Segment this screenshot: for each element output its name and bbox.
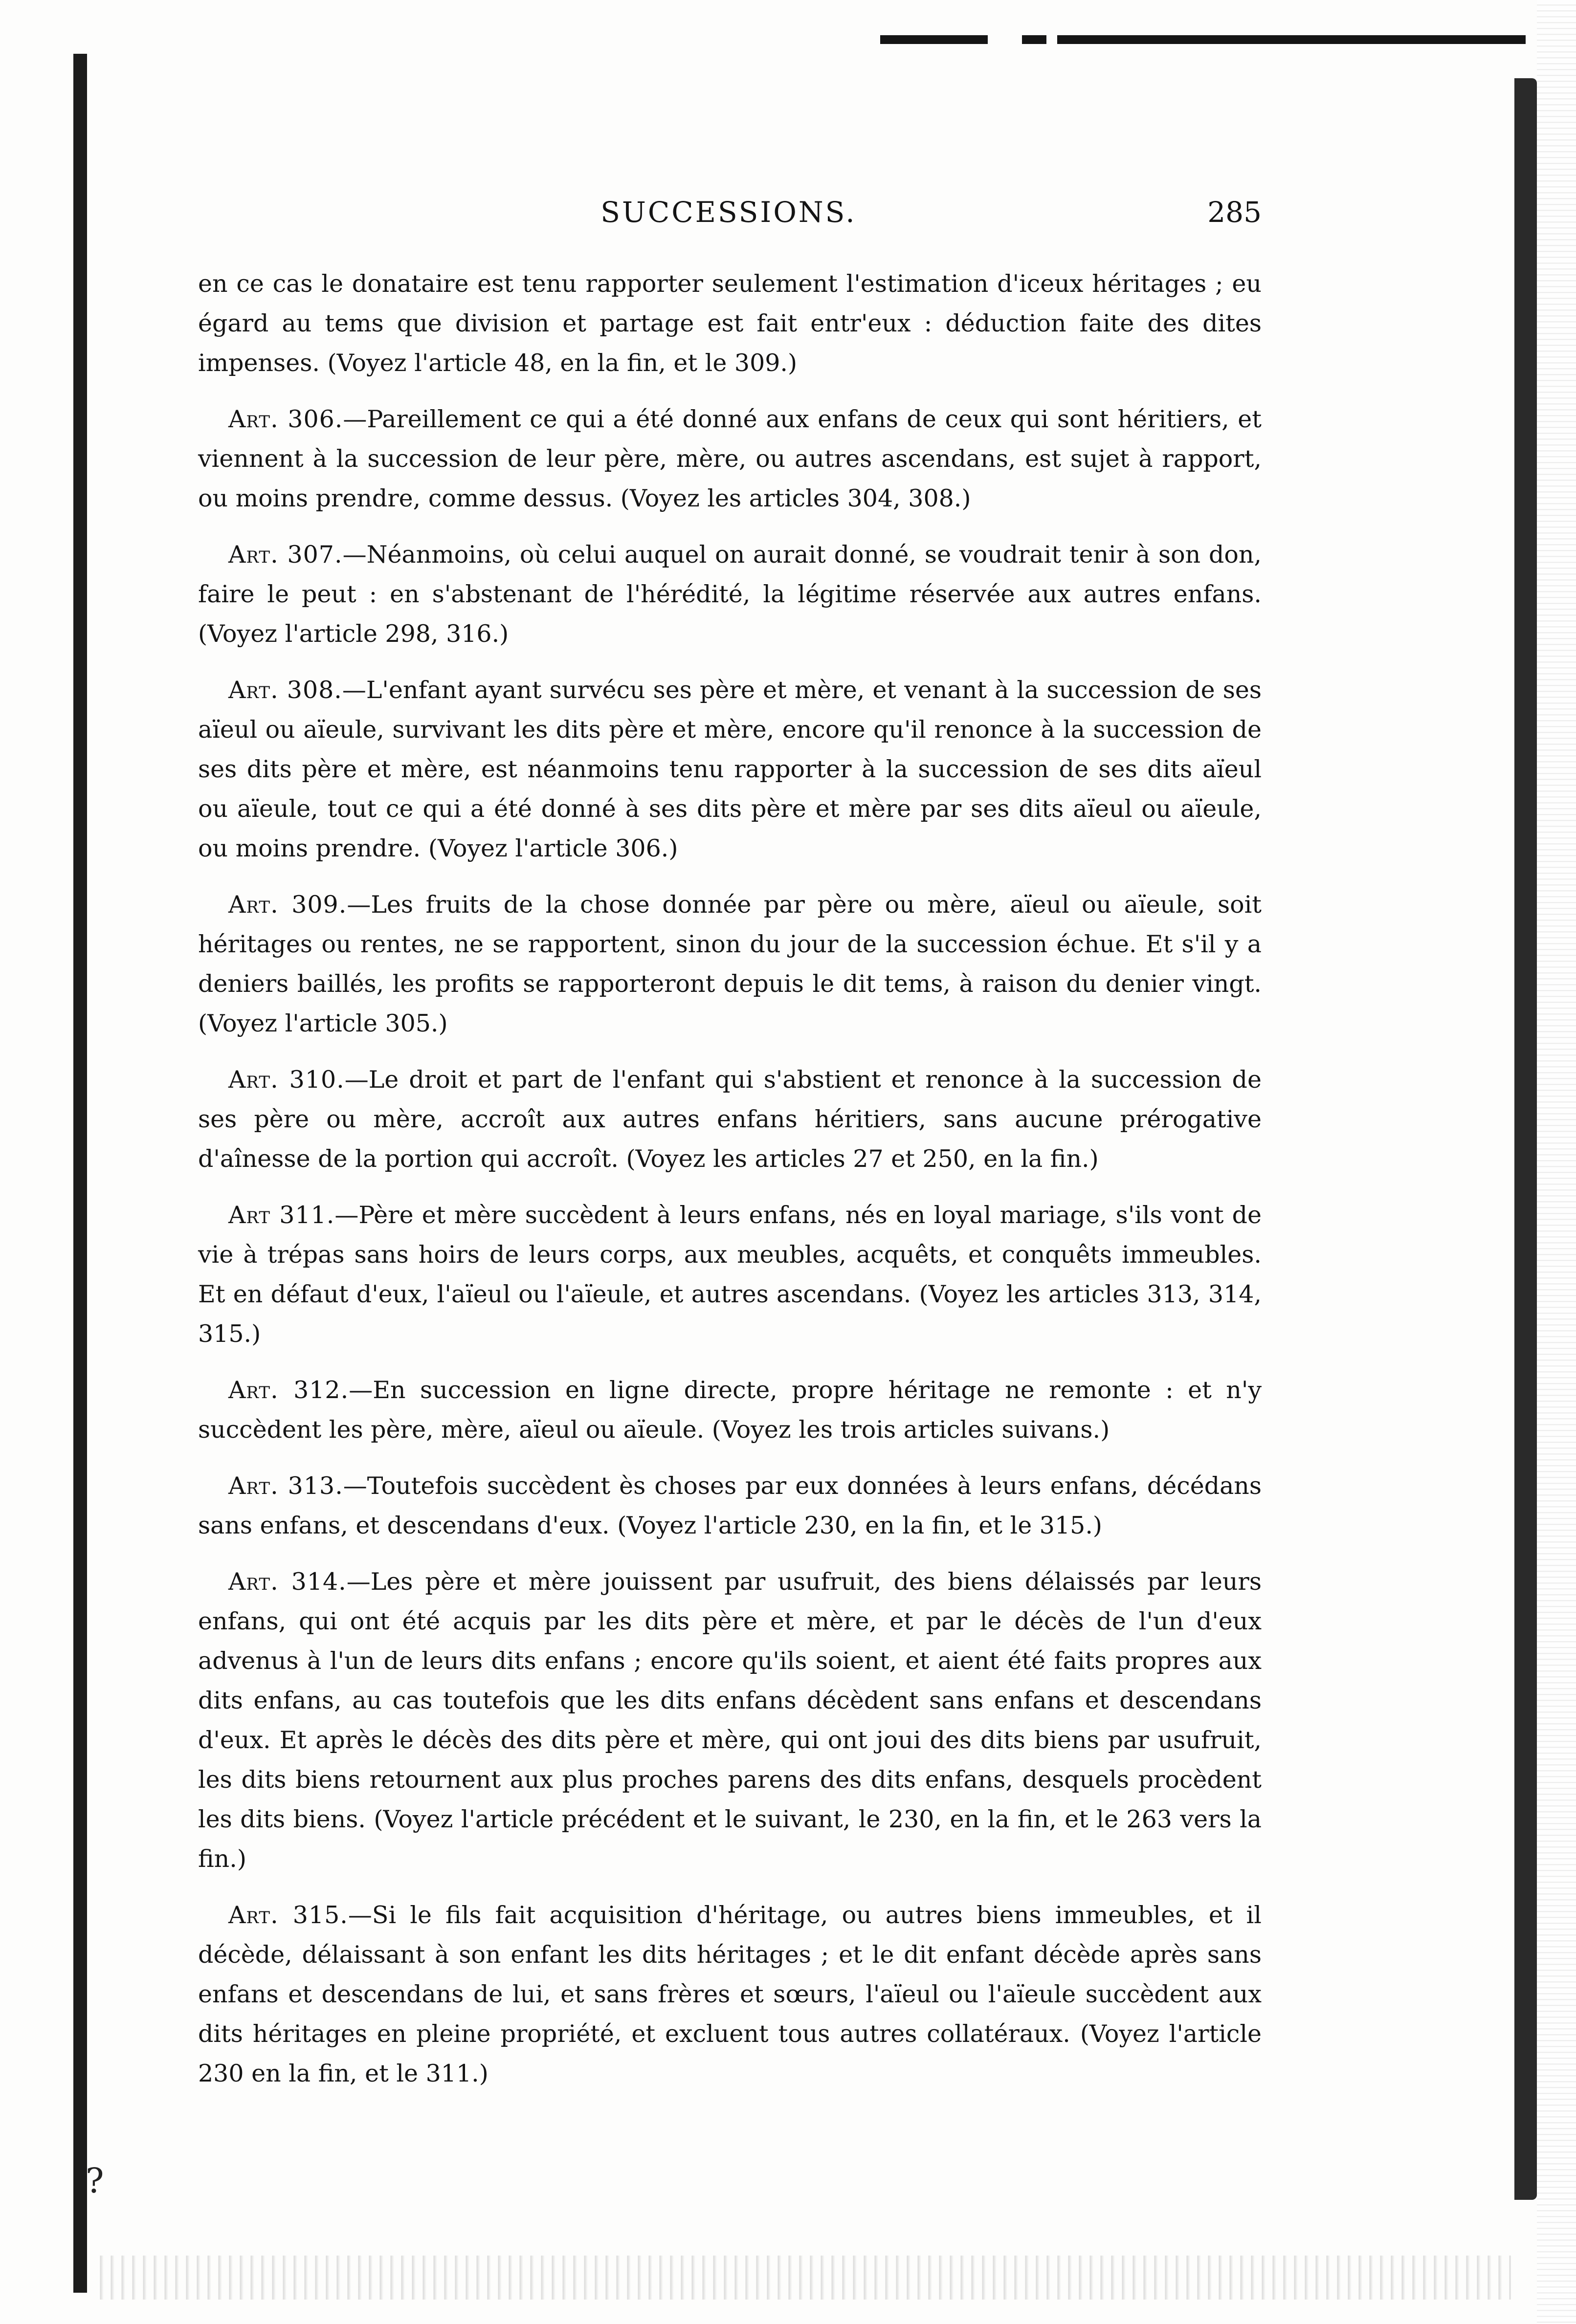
article-label: Art. 314. xyxy=(228,1568,347,1596)
article-text: —Père et mère succèdent à leurs enfans, nés en loyal mariage, s'ils vont de vie à trépas sans hoirs de leurs corps, aux meubles, acquêts, et conquêts immeubles. Et en défaut d'eux, l'aïeul ou l'aïeule, et autres ascendans. (Voyez les articles 313, 314, 315.) xyxy=(198,1201,1262,1348)
article-311 xyxy=(198,1195,1262,1354)
page-number: 285 xyxy=(1207,196,1262,229)
page-header xyxy=(196,196,1262,235)
binding-edge-left xyxy=(73,54,87,2293)
article-label: Art. 315. xyxy=(228,1901,348,1929)
article-text: —Néanmoins, où celui auquel on aurait donné, se voudrait tenir à son don, faire le peut : en s'abstenant de l'hérédité, la légitime réservée aux autres enfans. (Voyez l'article 298, 316.) xyxy=(198,541,1262,648)
article-label: Art. 308. xyxy=(228,676,342,704)
article-label: Art. 310. xyxy=(228,1066,345,1094)
article-309 xyxy=(198,885,1262,1043)
article-text: —En succession en ligne directe, propre héritage ne remonte : et n'y succèdent les père, mère, aïeul ou aïeule. (Voyez les trois articles suivans.) xyxy=(198,1376,1262,1444)
article-text: —Si le fils fait acquisition d'héritage, ou autres biens immeubles, et il décède, délaissant à son enfant les dits héritages ; et le dit enfant décède après sans enfans et descendans de lui, et sans frères et sœurs, l'aïeul ou l'aïeule succèdent aux dits héritages en pleine propriété, et excluent tous autres collatéraux. (Voyez l'article 230 en la fin, et le 311.) xyxy=(198,1901,1262,2087)
top-scan-rule xyxy=(880,35,1526,44)
article-label: Art. 306. xyxy=(228,405,343,433)
running-title: SUCCESSIONS. xyxy=(600,196,857,229)
article-307 xyxy=(198,535,1262,654)
article-label: Art. 307. xyxy=(228,541,343,569)
binding-edge-right xyxy=(1514,78,1537,2200)
continued-paragraph xyxy=(198,264,1262,383)
article-text: —Pareillement ce qui a été donné aux enfans de ceux qui sont héritiers, et viennent à la succession de leur père, mère, ou autres ascendans, est sujet à rapport, ou moins prendre, comme dessus. (Voyez les articles 304, 308.) xyxy=(198,405,1262,512)
article-314 xyxy=(198,1562,1262,1879)
article-text: —Toutefois succèdent ès choses par eux données à leurs enfans, décédans sans enfans, et descendans d'eux. (Voyez l'article 230, en la fin, et le 315.) xyxy=(198,1472,1262,1539)
margin-mark-left: ? xyxy=(86,2161,104,2201)
article-306 xyxy=(198,399,1262,518)
article-label: Art. 309. xyxy=(228,891,347,919)
article-310 xyxy=(198,1060,1262,1179)
article-315 xyxy=(198,1895,1262,2093)
bottom-scan-noise xyxy=(93,2256,1511,2300)
article-text: —L'enfant ayant survécu ses père et mère, et venant à la succession de ses aïeul ou aïeule, survivant les dits père et mère, encore qu'il renonce à la succession de ses dits père et mère, est néanmoins tenu rapporter à la succession de ses dits aïeul ou aïeule, tout ce qui a été donné à ses dits père et mère par ses dits aïeul ou aïeule, ou moins prendre. (Voyez l'article 306.) xyxy=(198,676,1262,862)
page-body xyxy=(198,264,1262,2110)
article-text: —Le droit et part de l'enfant qui s'abstient et renonce à la succession de ses père ou mère, accroît aux autres enfans héritiers, sans aucune prérogative d'aînesse de la portion qui accroît. (Voyez les articles 27 et 250, en la fin.) xyxy=(198,1066,1262,1173)
continued-paragraph-text: en ce cas le donataire est tenu rapporter seulement l'estimation d'iceux héritages ; eu égard au tems que division et partage est fait entr'eux : déduction faite des dites impenses. (Voyez l'article 48, en la fin, et le 309.) xyxy=(198,270,1262,377)
article-313 xyxy=(198,1466,1262,1545)
article-label: Art. 313. xyxy=(228,1472,343,1500)
page-edge-speckle xyxy=(1537,0,1576,2324)
article-label: Art. 312. xyxy=(228,1376,349,1404)
article-text: —Les fruits de la chose donnée par père ou mère, aïeul ou aïeule, soit héritages ou rentes, ne se rapportent, sinon du jour de la succession échue. Et s'il y a deniers baillés, les profits se rapporteront depuis le dit tems, à raison du denier vingt. (Voyez l'article 305.) xyxy=(198,891,1262,1037)
article-308 xyxy=(198,670,1262,868)
article-label: Art 311. xyxy=(228,1201,335,1229)
article-312 xyxy=(198,1370,1262,1449)
article-text: —Les père et mère jouissent par usufruit, des biens délaissés par leurs enfans, qui ont été acquis par les dits père et mère, et par le décès de l'un d'eux advenus à l'un de leurs dits enfans ; encore qu'ils soient, et aient été faits propres aux dits enfans, au cas toutefois que les dits enfans décèdent sans enfans et descendans d'eux. Et après le décès des dits père et mère, qui ont joui des dits biens par usufruit, les dits biens retournent aux plus proches parens des dits enfans, desquels procèdent les dits biens. (Voyez l'article précédent et le suivant, le 230, en la fin, et le 263 vers la fin.) xyxy=(198,1568,1262,1873)
